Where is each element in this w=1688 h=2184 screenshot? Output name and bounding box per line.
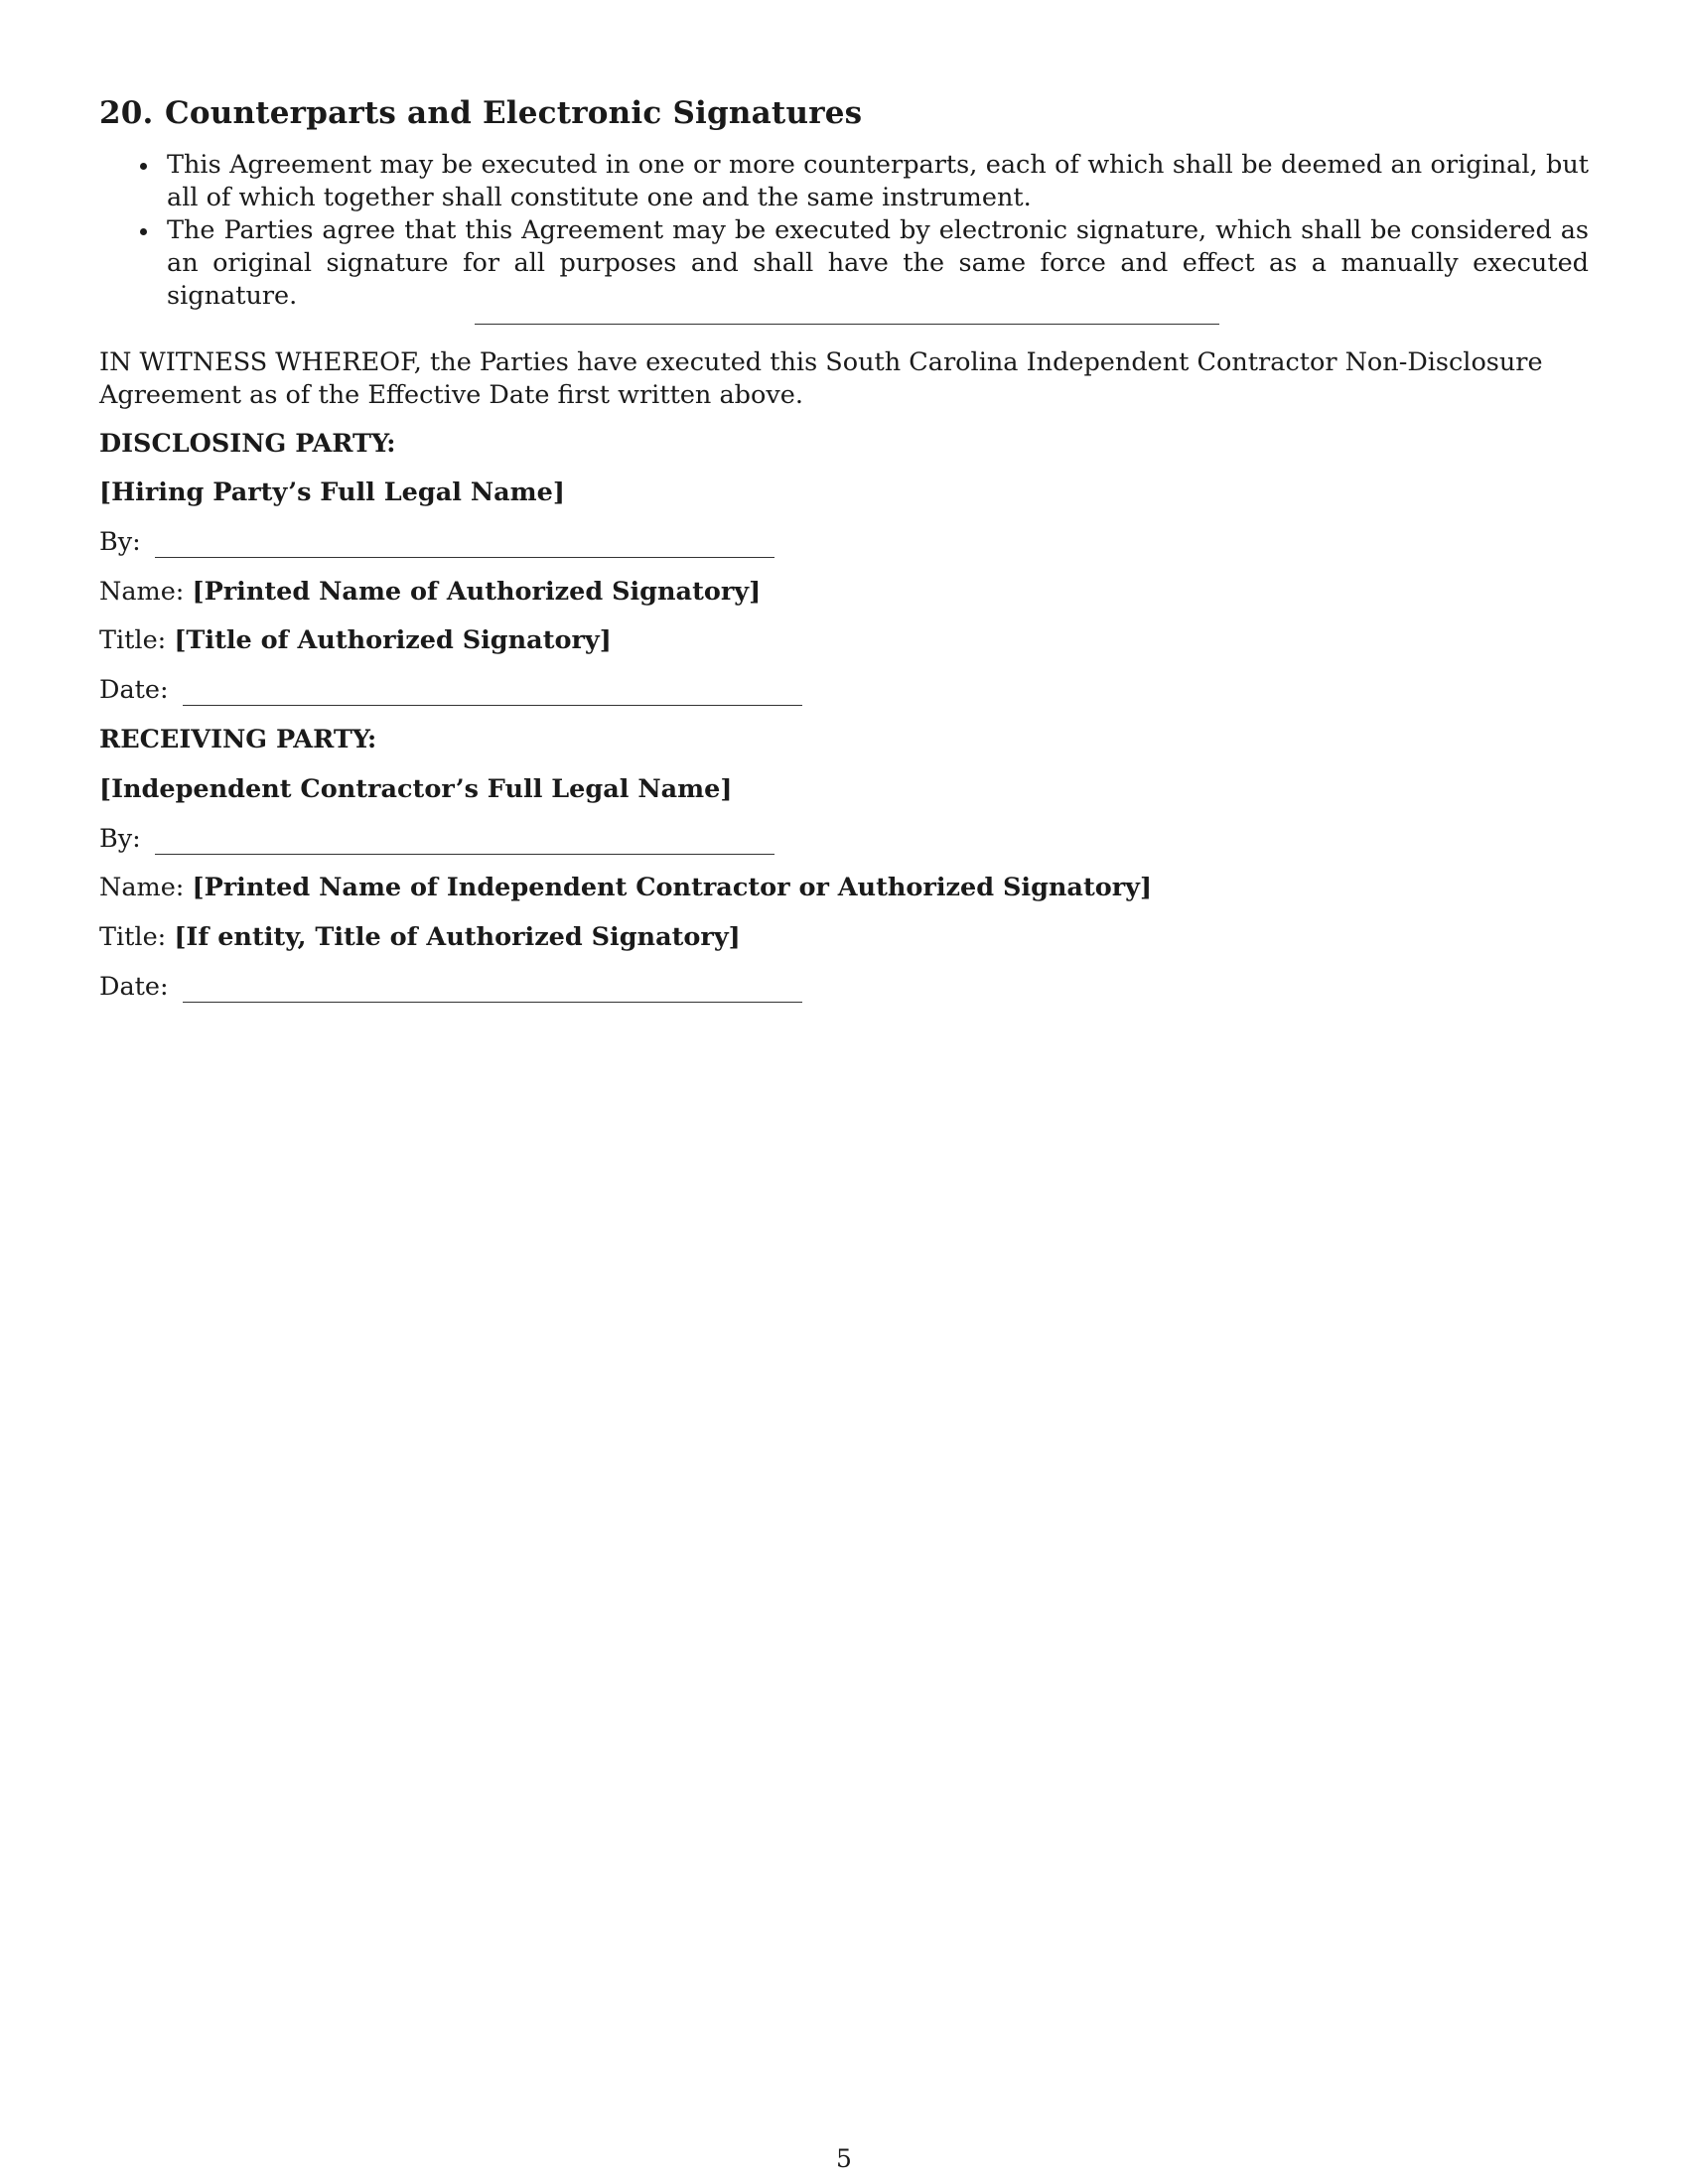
disclosing-title-line	[99, 624, 612, 657]
by-label: By:	[99, 824, 141, 854]
disclosing-by-line	[99, 526, 774, 559]
disclosing-name-line	[99, 576, 761, 609]
disclosing-party-heading: DISCLOSING PARTY:	[99, 429, 396, 459]
bullet-text: The Parties agree that this Agreement may be executed by electronic signature, which shall be considered as an original signature for all purposes and shall have the same force and effect as a manually executed signature.	[167, 215, 1589, 311]
disclosing-date-line	[99, 674, 802, 707]
receiving-by-line	[99, 823, 774, 856]
section-number: 20.	[99, 95, 154, 131]
name-label: Name:	[99, 873, 185, 902]
counterparts-bullet-list	[99, 149, 1589, 313]
receiving-name-value: [Printed Name of Independent Contractor or Authorized Signatory]	[192, 873, 1153, 902]
page-number: 5	[836, 2144, 852, 2173]
date-label: Date:	[99, 972, 169, 1002]
receiving-title-value: [If entity, Title of Authorized Signatory]	[174, 922, 741, 952]
by-label: By:	[99, 527, 141, 557]
date-label: Date:	[99, 675, 169, 705]
receiving-party-heading: RECEIVING PARTY:	[99, 725, 377, 754]
horizontal-divider	[475, 324, 1219, 325]
bullet-dot-icon	[140, 228, 147, 235]
receiving-date-line	[99, 971, 802, 1004]
disclosing-party-name: [Hiring Party’s Full Legal Name]	[99, 478, 565, 507]
bullet-item-counterparts	[99, 149, 1589, 214]
receiving-title-line	[99, 921, 741, 954]
disclosing-title-value: [Title of Authorized Signatory]	[174, 625, 612, 655]
name-label: Name:	[99, 577, 185, 607]
receiving-name-line	[99, 872, 1152, 904]
section-title: Counterparts and Electronic Signatures	[165, 95, 863, 131]
title-label: Title:	[99, 625, 167, 655]
bullet-dot-icon	[140, 163, 147, 170]
disclosing-signature-field[interactable]	[155, 557, 774, 558]
receiving-date-field[interactable]	[183, 1002, 802, 1003]
receiving-party-name: [Independent Contractor’s Full Legal Name]	[99, 774, 733, 804]
title-label: Title:	[99, 922, 167, 952]
disclosing-name-value: [Printed Name of Authorized Signatory]	[192, 577, 762, 607]
receiving-signature-field[interactable]	[155, 854, 774, 855]
disclosing-date-field[interactable]	[183, 705, 802, 706]
section-heading	[99, 95, 862, 131]
bullet-text: This Agreement may be executed in one or more counterparts, each of which shall be deemed an original, but all of which together shall constitute one and the same instrument.	[167, 150, 1589, 212]
document-page	[99, 0, 1589, 2184]
bullet-item-electronic-signature	[99, 214, 1589, 313]
witness-clause: IN WITNESS WHEREOF, the Parties have executed this South Carolina Independent Contractor Non-Disclosure Agreement as of the Effective Date first written above.	[99, 347, 1543, 410]
